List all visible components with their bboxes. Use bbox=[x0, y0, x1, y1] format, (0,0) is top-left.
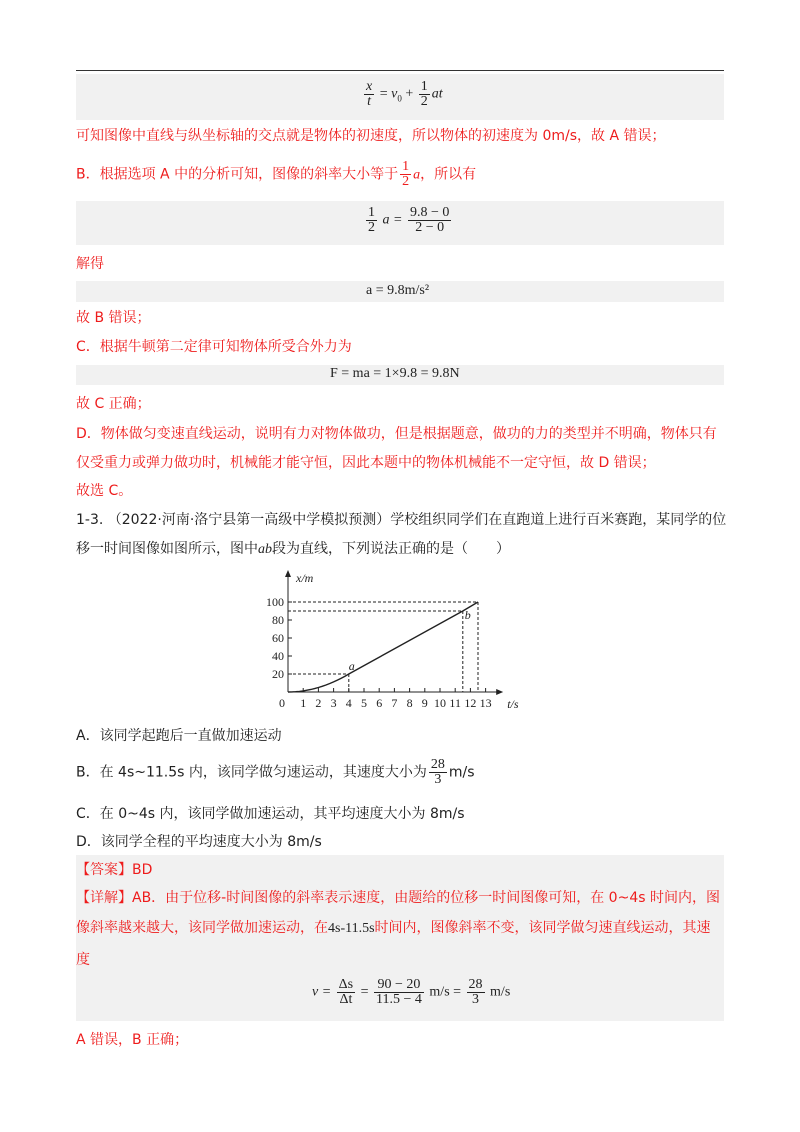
x-tick-label: 5 bbox=[361, 696, 367, 710]
question-text: 移一时间图像如图所示，图中ab段为直线，下列说法正确的是（ ） bbox=[76, 541, 510, 557]
text-line: 解得 bbox=[76, 256, 104, 272]
top-rule bbox=[76, 70, 724, 71]
option-b: B．在 4s~11.5s 内，该同学做匀速运动，其速度大小为 $\frac{28}{3}$ m/s bbox=[76, 757, 475, 787]
y-axis-label: x/m bbox=[296, 571, 314, 585]
text-line: 可知图像中直线与纵坐标轴的交点就是物体的初速度，所以物体的初速度为 0m/s，故 A 错误； bbox=[76, 128, 666, 144]
x-tick-label: 0 bbox=[279, 696, 285, 710]
x-tick-label: 3 bbox=[330, 696, 337, 710]
option-d: D．该同学全程的平均速度大小为 8m/s bbox=[76, 834, 322, 850]
y-tick-label: 100 bbox=[266, 595, 284, 609]
option-a: A．该同学起跑后一直做加速运动 bbox=[76, 728, 282, 744]
x-tick-label: 4 bbox=[345, 696, 352, 710]
x-tick-label: 7 bbox=[391, 696, 398, 710]
x-tick-label: 12 bbox=[464, 696, 477, 710]
text-line: 故 B 错误； bbox=[76, 310, 151, 326]
y-tick-label: 80 bbox=[272, 613, 284, 627]
text-line: 故 C 正确； bbox=[76, 396, 151, 412]
y-tick-label: 40 bbox=[272, 649, 284, 663]
x-tick-label: 6 bbox=[376, 696, 383, 710]
text-line: B．根据选项 A 中的分析可知，图像的斜率大小等于 $\frac{1}{2}$ a，所以有 bbox=[76, 159, 477, 189]
formula-velocity: v = $\frac{\Delta s}{\Delta t}$ = $\frac{90 - 20}{11.5 - 4}$ m/s = $\frac{28}{3}$ m/s bbox=[312, 977, 511, 1007]
formula-half-a: $\frac{1}{2}$ a = $\frac{9.8 - 0}{2 - 0}$ bbox=[368, 205, 450, 235]
detail-line: 像斜率越来越大，该同学做加速运动，在4s-11.5s时间内，图像斜率不变，该同学做匀速直线运动，其速 bbox=[76, 920, 711, 936]
y-tick-label: 20 bbox=[272, 667, 284, 681]
answer-line: 【答案】BD bbox=[76, 862, 153, 878]
question-text: 1-3. （2022·河南·洛宁县第一高级中学模拟预测）学校组织同学们在直跑道上进行百米赛跑，某同学的位 bbox=[76, 512, 727, 528]
point-label: a bbox=[348, 659, 355, 673]
x-tick-label: 8 bbox=[406, 696, 413, 710]
series-line bbox=[288, 602, 478, 692]
x-tick-label: 2 bbox=[315, 696, 322, 710]
x-tick-label: 11 bbox=[449, 696, 461, 710]
text-line: 仅受重力或弹力做功时，机械能才能守恒，因此本题中的物体机械能不一定守恒，故 D 错误； bbox=[76, 455, 656, 471]
y-axis-arrow bbox=[285, 570, 291, 577]
point-label: b bbox=[464, 608, 471, 622]
detail-line: 【详解】AB．由于位移-时间图像的斜率表示速度，由题给的位移一时间图像可知，在 0~4s 时间内，图 bbox=[76, 890, 720, 906]
option-c: C．在 0~4s 内，该同学做加速运动，其平均速度大小为 8m/s bbox=[76, 806, 465, 822]
x-axis-label: t/s bbox=[507, 697, 519, 711]
x-tick-label: 1 bbox=[300, 696, 307, 710]
formula-force: F = ma = 1×9.8 = 9.8N bbox=[330, 366, 460, 381]
text-line: D．物体做匀变速直线运动，说明有力对物体做功，但是根据题意，做功的力的类型并不明确，物体只有 bbox=[76, 426, 717, 442]
x-tick-label: 9 bbox=[421, 696, 428, 710]
position-time-chart bbox=[258, 568, 548, 720]
y-tick-label: 60 bbox=[272, 631, 284, 645]
text-line: 故选 C。 bbox=[76, 483, 133, 499]
x-tick-label: 13 bbox=[479, 696, 492, 710]
text-line: A 错误，B 正确； bbox=[76, 1032, 189, 1048]
x-tick-label: 10 bbox=[434, 696, 446, 710]
x-axis-arrow bbox=[496, 689, 503, 695]
formula-x-over-t: $\frac{x}{t}$ = $v_0$ + $\frac{1}{2}$ at bbox=[366, 79, 443, 109]
formula-a: a = 9.8m/s² bbox=[366, 283, 430, 298]
text-line: C．根据牛顿第二定律可知物体所受合外力为 bbox=[76, 339, 352, 355]
detail-line: 度 bbox=[76, 952, 90, 968]
